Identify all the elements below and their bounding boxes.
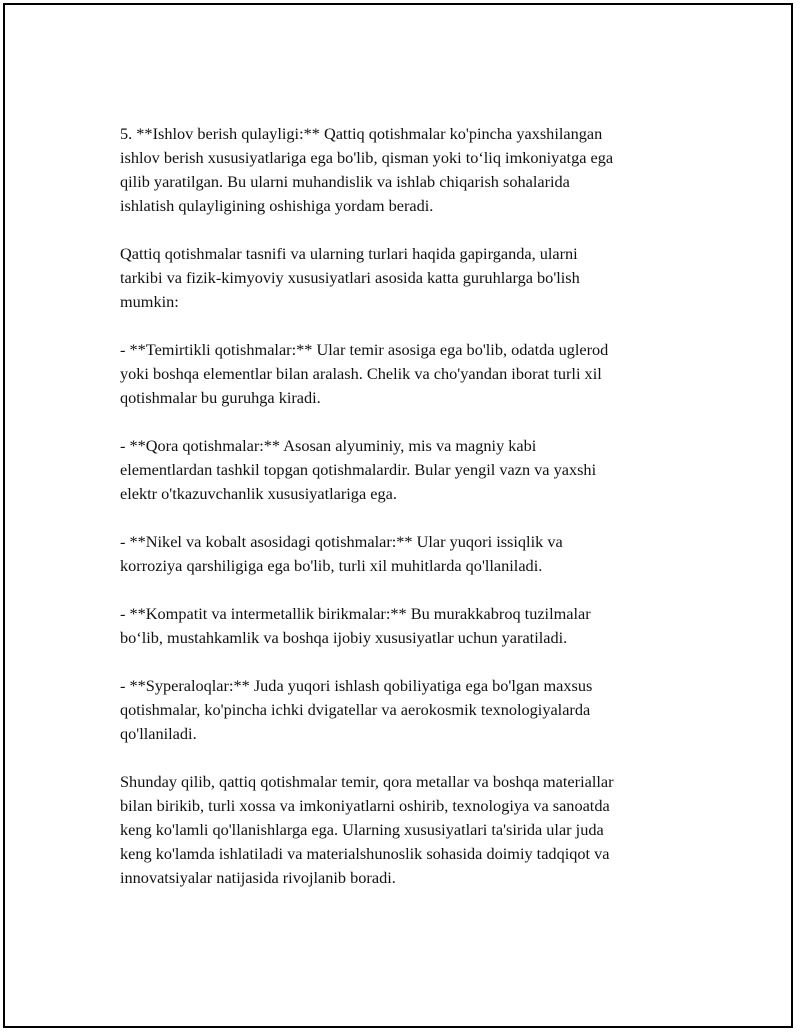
- document-page: [3, 3, 793, 1028]
- list-item-black-alloys: - **Qora qotishmalar:** Asosan alyuminiy, mis va magniy kabi elementlardan tashkil topgan qotishmalardir. Bular yengil vazn va yaxshi elektr o'tkazuvchanlik xususiyatlariga ega.: [120, 436, 597, 503]
- list-item-superalloys: - **Syperaloqlar:** Juda yuqori ishlash qobiliyatiga ega bo'lgan maxsus qotishmalar, ko'pincha ichki dvigatellar va aerokosmik texnologiyalarda qo'llaniladi.: [120, 676, 593, 743]
- paragraph-processing-ease: 5. **Ishlov berish qulayligi:** Qattiq qotishmalar ko'pincha yaxshilangan ishlov berish xususiyatlariga ega bo'lib, qisman yoki to‘liq imkoniyatga ega qilib yaratilgan. Bu ularni muhandislik va ishlab chiqarish sohalarida ishlatish qulayligining oshishiga yordam beradi.: [120, 124, 614, 215]
- paragraph-classification-intro: Qattiq qotishmalar tasnifi va ularning turlari haqida gapirganda, ularni tarkibi va fizik-kimyoviy xususiyatlari asosida katta guruhlarga bo'lish mumkin:: [120, 244, 580, 311]
- list-item-composite-intermetallic: - **Kompatit va intermetallik birikmalar:** Bu murakkabroq tuzilmalar bo‘lib, mustahkamlik va boshqa ijobiy xususiyatlar uchun yaratiladi.: [120, 604, 591, 647]
- list-item-nickel-cobalt-alloys: - **Nikel va kobalt asosidagi qotishmalar:** Ular yuqori issiqlik va korroziya qarshiligiga ega bo'lib, turli xil muhitlarda qo'llaniladi.: [120, 532, 563, 575]
- list-item-iron-alloys: - **Temirtikli qotishmalar:** Ular temir asosiga ega bo'lib, odatda uglerod yoki boshqa elementlar bilan aralash. Chelik va cho'yandan iborat turli xil qotishmalar bu guruhga kiradi.: [120, 340, 609, 407]
- paragraph-conclusion: Shunday qilib, qattiq qotishmalar temir, qora metallar va boshqa materiallar bilan birikib, turli xossa va imkoniyatlarni oshirib, texnologiya va sanoatda keng ko'lamli qo'llanishlarga ega. Ularning xususiyatlari ta'sirida ular juda keng ko'lamda ishlatiladi va materialshunoslik sohasida doimiy tadqiqot va innovatsiyalar natijasida rivojlanib boradi.: [120, 772, 614, 887]
- document-body: [120, 122, 690, 914]
